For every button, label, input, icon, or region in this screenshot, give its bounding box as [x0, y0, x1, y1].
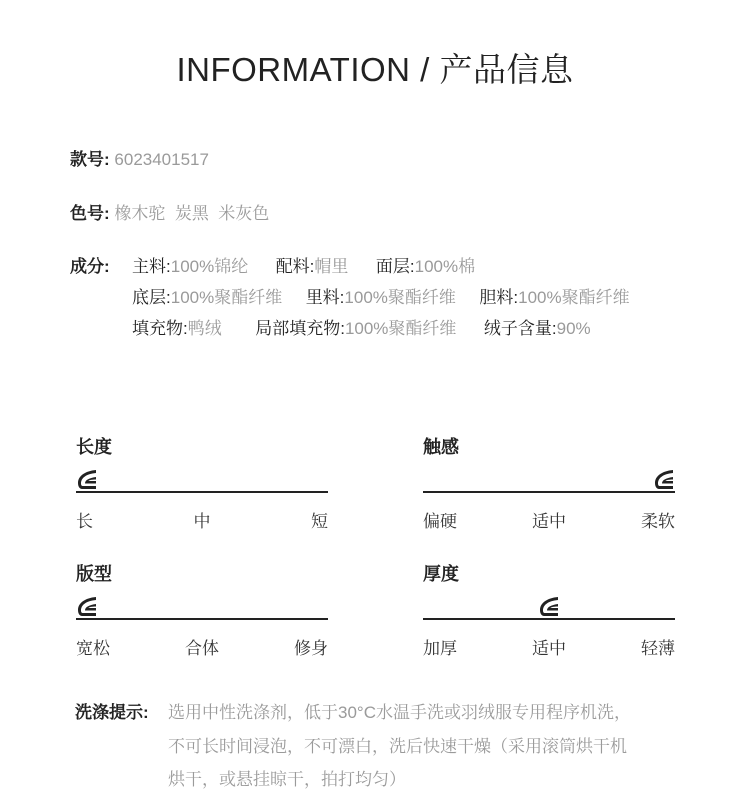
- composition-key: 局部填充物:: [255, 319, 345, 338]
- composition-line-2: [132, 288, 630, 308]
- composition-key: 里料:: [305, 288, 345, 307]
- scale-tick: 偏硬: [423, 512, 457, 531]
- composition-value: 100%聚酯纤维: [344, 288, 456, 307]
- scale-tick: 合体: [185, 639, 219, 658]
- scale-title: 长度: [76, 437, 112, 457]
- composition-key: 胆料:: [479, 288, 519, 307]
- scale-tick: 短: [311, 512, 328, 531]
- composition-key: 绒子含量:: [483, 319, 557, 338]
- page-title: INFORMATION / 产品信息: [176, 51, 574, 88]
- leaf-logo-icon: [76, 595, 98, 617]
- composition-value: 100%聚酯纤维: [344, 319, 457, 338]
- composition-value: 100%聚酯纤维: [518, 288, 630, 307]
- color-row: [70, 204, 269, 224]
- composition-key: 主料:: [132, 257, 171, 276]
- composition-value: 100%聚酯纤维: [170, 288, 283, 307]
- style-number-row: [70, 150, 209, 170]
- scale-title: 厚度: [423, 564, 459, 584]
- composition-label: 成分:: [70, 257, 110, 276]
- style-number-label: 款号:: [70, 150, 110, 169]
- scale-tick: 适中: [532, 639, 566, 658]
- wash-line: 烘干，或悬挂晾干，拍打均匀）: [168, 770, 406, 789]
- scale-tick: 加厚: [423, 639, 457, 658]
- composition-key: 填充物:: [132, 319, 188, 338]
- composition-value: 帽里: [314, 257, 349, 276]
- composition-line-1: [132, 257, 475, 277]
- composition-value: 90%: [556, 319, 591, 338]
- scale-tick: 中: [193, 512, 211, 531]
- scale-tick: 宽松: [76, 639, 110, 658]
- leaf-logo-icon: [653, 468, 675, 490]
- composition-line-3: [132, 319, 591, 339]
- scale-tick: 柔软: [641, 512, 675, 531]
- composition-key: 面层:: [375, 257, 415, 276]
- wash-line: 不可长时间浸泡，不可漂白，洗后快速干燥（采用滚筒烘干机: [168, 737, 627, 756]
- scale-tick: 适中: [532, 512, 566, 531]
- scale-track: [76, 491, 328, 493]
- leaf-logo-icon: [538, 595, 560, 617]
- scale-title: 触感: [423, 437, 459, 457]
- color-label: 色号:: [70, 204, 110, 223]
- color-value: 橡木驼 炭黑 米灰色: [114, 204, 270, 223]
- style-number-value: 6023401517: [114, 150, 209, 169]
- scale-tick: 修身: [294, 639, 328, 658]
- composition-value: 鸭绒: [187, 319, 222, 338]
- scale-track: [76, 618, 328, 620]
- scale-title: 版型: [76, 564, 112, 584]
- composition-row: [70, 257, 110, 277]
- composition-key: 配料:: [275, 257, 315, 276]
- composition-value: 100%锦纶: [170, 257, 249, 276]
- wash-line: 选用中性洗涤剂，低于30°C水温手洗或羽绒服专用程序机洗，: [168, 703, 631, 722]
- wash-label: 洗涤提示:: [75, 703, 149, 722]
- scale-track: [423, 618, 675, 620]
- leaf-logo-icon: [76, 468, 98, 490]
- scale-track: [423, 491, 675, 493]
- composition-value: 100%棉: [414, 257, 476, 276]
- composition-key: 底层:: [132, 288, 171, 307]
- scale-tick: 长: [76, 512, 93, 531]
- scale-tick: 轻薄: [641, 639, 675, 658]
